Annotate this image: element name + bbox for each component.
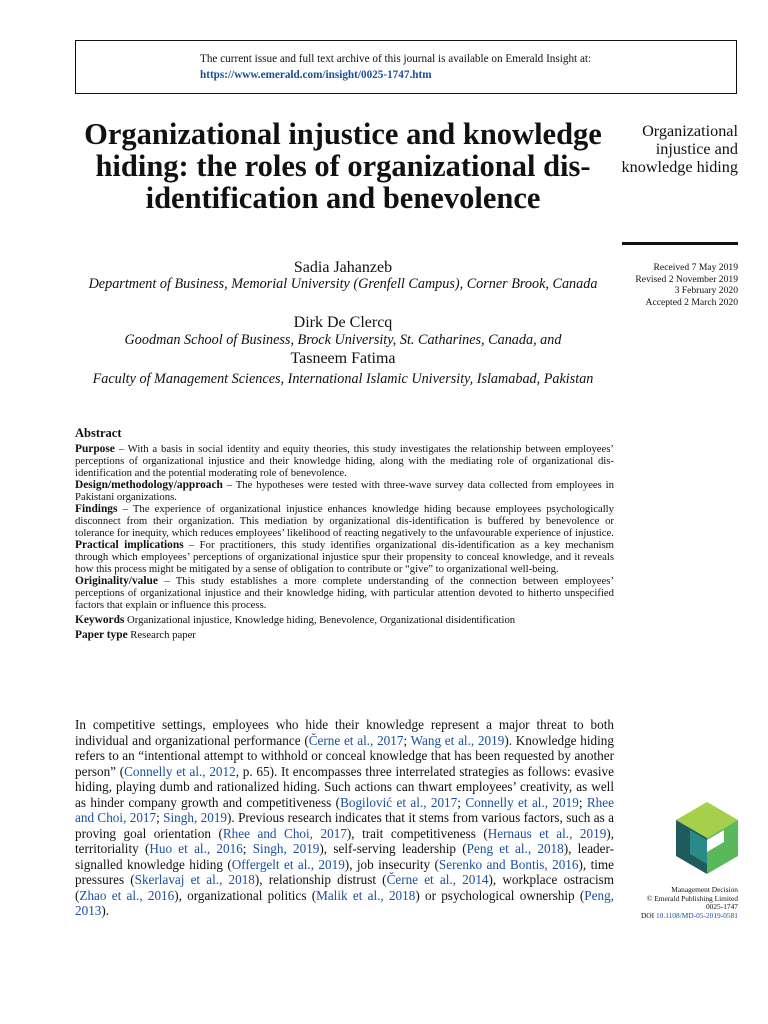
- journal-name: Management Decision: [671, 885, 738, 894]
- received-date: Received 7 May 2019: [653, 262, 738, 273]
- keywords-text: Organizational injustice, Knowledge hiding, Benevolence, Organizational disidentification: [124, 614, 516, 626]
- body-text: ).: [101, 903, 110, 918]
- abstract-label: Purpose: [75, 443, 115, 455]
- abstract-implications: [75, 539, 614, 575]
- author-affiliation: Faculty of Management Sciences, International Islamic University, Islamabad, Pakistan: [92, 371, 594, 387]
- revised-date: Revised 2 November 2019: [635, 273, 738, 285]
- body-text: ), territoriality (: [75, 825, 614, 856]
- keywords: [75, 613, 614, 628]
- citation-link[interactable]: Peng, 2013: [75, 887, 614, 918]
- citation-link[interactable]: Černe et al., 2014: [386, 872, 489, 887]
- abstract-originality: [75, 575, 614, 611]
- body-text: ), relationship distrust (: [254, 872, 387, 887]
- journal-issn: 0025-1747: [705, 902, 738, 912]
- citation-link[interactable]: Serenko and Bontis, 2016: [438, 856, 579, 872]
- journal-url-link[interactable]: https://www.emerald.com/insight/0025-1747.htm: [200, 69, 432, 81]
- citation-link[interactable]: Singh, 2019: [163, 810, 228, 825]
- body-text: ;: [578, 794, 587, 810]
- citation-link[interactable]: Černe et al., 2017: [308, 732, 404, 748]
- doi-label: DOI: [640, 910, 656, 920]
- body-text: ), trait competitiveness (: [346, 825, 488, 841]
- body-text: ), organizational politics (: [174, 887, 317, 903]
- body-text: ) or psychological ownership (: [415, 887, 585, 903]
- citation-link[interactable]: Rhee and Choi, 2017: [75, 794, 614, 825]
- body-text: ), job insecurity (: [344, 856, 439, 872]
- abstract-text: – For practitioners, this study identifies organizational dis-identification as a key mechanism through which employees’ perceptions of organizational injustice spur their propensity to conceal knowledge, and it reveals how this process might be mitigated by a sense of obligation to contribute or “give” to organizational well-being.: [75, 539, 614, 575]
- author-affiliation: Goodman School of Business, Brock University, St. Catharines, Canada, and: [124, 332, 562, 348]
- margin-rule: [622, 242, 738, 245]
- article-history: [600, 262, 738, 308]
- abstract-purpose: [75, 443, 614, 479]
- body-text: ;: [156, 810, 164, 825]
- body-text: ;: [457, 794, 466, 810]
- abstract-findings: [75, 503, 614, 539]
- abstract-label: Design/methodology/approach: [75, 479, 223, 491]
- paper-type-text: Research paper: [127, 629, 196, 641]
- abstract: [75, 426, 614, 643]
- citation-link[interactable]: Connelly et al., 2012: [124, 763, 236, 779]
- body-text: ), leader-signalled knowledge hiding (: [75, 841, 615, 872]
- abstract-label: Findings: [75, 503, 118, 515]
- citation-link[interactable]: Offergelt et al., 2019: [231, 856, 345, 872]
- keywords-label: Keywords: [75, 614, 125, 626]
- abstract-text: – This study establishes a more complete understanding of the connection between employees’ perceptions of organizational injustice and their knowledge hiding, with particular attention devoted to hitherto unspecified factors that explain or influence this process.: [75, 575, 614, 611]
- citation-link[interactable]: Connelly et al., 2019: [465, 794, 579, 810]
- doi-link[interactable]: 10.1108/MD-05-2019-0581: [655, 910, 738, 920]
- abstract-text: – The hypotheses were tested with three-wave survey data collected from employees in Pakistani organizations.: [75, 479, 614, 503]
- author-affiliation: Department of Business, Memorial University (Grenfell Campus), Corner Brook, Canada: [88, 276, 598, 292]
- body-paragraph: [75, 717, 614, 919]
- citation-link[interactable]: Bogilović et al., 2017: [340, 794, 458, 810]
- citation-link[interactable]: Skerlavaj et al., 2018: [134, 872, 255, 887]
- body-text: ;: [403, 732, 411, 748]
- citation-link[interactable]: Wang et al., 2019: [410, 732, 505, 748]
- citation-link[interactable]: Singh, 2019: [252, 841, 320, 856]
- citation-link[interactable]: Huo et al., 2016: [149, 841, 243, 856]
- body-text: In competitive settings, employees who hide their knowledge represent a major threat to both individual and organizational performance (: [75, 717, 614, 748]
- accepted-date: Accepted 2 March 2020: [645, 296, 738, 308]
- body-text: ;: [242, 841, 253, 856]
- abstract-text: – With a basis in social identity and equity theories, this study investigates the relationship between employees’ perceptions of organizational injustice and their knowledge hiding, along with the mediating role of organizational dis-identification and the potential moderating role of benevolence.: [75, 443, 614, 479]
- body-text: , p. 65). It encompasses three interrelated strategies as follows: evasive hiding, playing dumb and rationalized hiding. Such actions can thwart employees’ creativity, as well as hinder company growth and competitiveness (: [75, 763, 615, 810]
- running-title: Organizational injustice and knowledge hiding: [621, 122, 738, 176]
- revised-date-2: 3 February 2020: [674, 285, 738, 296]
- body-text: ). Knowledge hiding refers to an “intentional attempt to withhold or conceal knowledge that has been requested by another person” (: [75, 732, 614, 779]
- paper-type: [75, 628, 614, 643]
- body-text: ), self-serving leadership (: [319, 841, 467, 856]
- author-name: Sadia Jahanzeb: [293, 259, 393, 276]
- author-name: Dirk De Clercq: [293, 314, 393, 331]
- paper-type-label: Paper type: [75, 629, 128, 641]
- journal-notice-box: [75, 40, 737, 94]
- abstract-heading: Abstract: [75, 426, 122, 440]
- citation-link[interactable]: Malik et al., 2018: [316, 887, 416, 903]
- abstract-label: Originality/value: [75, 575, 158, 587]
- author-name: Tasneem Fatima: [290, 350, 396, 367]
- abstract-label: Practical implications: [75, 539, 184, 551]
- citation-link[interactable]: Rhee and Choi, 2017: [222, 825, 347, 841]
- citation-link[interactable]: Zhao et al., 2016: [79, 887, 175, 903]
- journal-copyright: © Emerald Publishing Limited: [646, 893, 738, 903]
- body-text: ), workplace ostracism (: [75, 872, 614, 903]
- citation-link[interactable]: Hernaus et al., 2019: [487, 825, 607, 841]
- journal-doi-line: [600, 912, 738, 921]
- notice-text: The current issue and full text archive of this journal is available on Emerald Insight at:: [200, 53, 592, 65]
- article-title: Organizational injustice and knowledge hiding: the roles of organizational dis-identification and benevolence: [84, 117, 602, 215]
- abstract-text: – The experience of organizational injustice enhances knowledge hiding because employees psychologically disconnect from their organization. This mediation by organizational dis-identification is buffered by benevolence or tolerance for inequity, which reduces employees’ likelihood of reacting negatively to the unfavourable experience of injustice.: [75, 503, 614, 539]
- emerald-crossmark-logo-icon: [676, 802, 738, 874]
- body-text: ). Previous research indicates that it stems from various factors, such as a proving goal orientation (: [75, 810, 614, 841]
- abstract-design: [75, 479, 614, 503]
- journal-info: [600, 886, 738, 920]
- citation-link[interactable]: Peng et al., 2018: [466, 841, 564, 856]
- body-text: ), time pressures (: [75, 856, 615, 887]
